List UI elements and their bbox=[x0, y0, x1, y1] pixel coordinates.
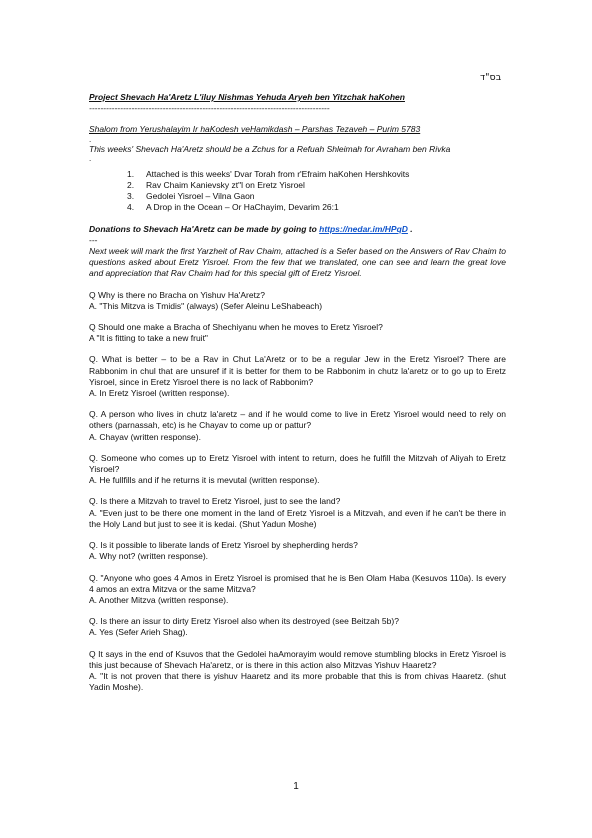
question: Q Why is there no Bracha on Yishuv Ha'Aretz? bbox=[89, 289, 265, 300]
answer: A. Another Mitzva (written response). bbox=[89, 594, 229, 605]
qa-item bbox=[89, 649, 506, 694]
project-title: Project Shevach Ha'Aretz L'iluy Nishmas Yehuda Aryeh ben Yitzchak haKohen bbox=[89, 92, 405, 102]
question: Q. "Anyone who goes 4 Amos in Eretz Yisroel is promised that he is Ben Olam Haba (Kesuvos 110a). Is every 4 amos an extra Mitzva or the same Mitzva? bbox=[89, 572, 506, 594]
donation-link[interactable]: https://nedar.im/HPqD bbox=[319, 223, 408, 234]
answer: A. Chayav (written response). bbox=[89, 431, 201, 442]
question: Q Should one make a Bracha of Shechiyanu when he moves to Eretz Yisroel? bbox=[89, 322, 383, 333]
list-item: 1. Attached is this weeks' Dvar Torah from r'Efraim haKohen Hershkovits bbox=[127, 168, 410, 179]
list-item: 4. A Drop in the Ocean – Or HaChayim, Devarim 26:1 bbox=[127, 202, 339, 213]
qa-item bbox=[89, 616, 506, 638]
answer: A. Yes (Sefer Arieh Shag). bbox=[89, 627, 188, 638]
list-item: 2. Rav Chaim Kanievsky zt"l on Eretz Yisroel bbox=[127, 180, 305, 191]
qa-item bbox=[89, 409, 506, 443]
answer: A. "Even just to be there one moment in the land of Eretz Yisroel is a Mitzvah, and even if he can't be there in the Holy Land but just to see it is kedai. (Shut Yadun Moshe) bbox=[89, 507, 506, 529]
qa-item bbox=[89, 322, 506, 344]
dashes: --- bbox=[89, 234, 98, 245]
answer: A. "This Mitzva is Tmidis" (always) (Sefer Aleinu LeShabeach) bbox=[89, 300, 323, 311]
qa-item bbox=[89, 540, 506, 562]
qa-item bbox=[89, 290, 506, 312]
donations-line: Donations to Shevach Ha'Aretz can be made by going to https://nedar.im/HPqD . bbox=[89, 223, 413, 234]
answer: A. Why not? (written response). bbox=[89, 551, 209, 562]
page-number: 1 bbox=[293, 781, 299, 792]
separator-line: ------------------------------------------------------------------------------------- bbox=[89, 103, 330, 114]
bsd-header: בס"ד bbox=[480, 72, 502, 83]
question: Q. Is it possible to liberate lands of Eretz Yisroel by shepherding herds? bbox=[89, 540, 358, 551]
question: Q It says in the end of Ksuvos that the Gedolei haAmorayim would remove stumbling blocks in Eretz Yisroel is this just because of Shevach Ha'aretz, or is there in this action also Mitzvas Yishuv Haaretz? bbox=[89, 648, 506, 670]
question: Q. Someone who comes up to Eretz Yisroel with intent to return, does he fulfill the Mitzvah of Aliyah to Eretz Yisroel? bbox=[89, 452, 506, 475]
question: Q. A person who lives in chutz la'aretz – and if he would come to live in Eretz Yisroel would need to rely on others (parnassah, etc) is he Chayav to come up or pattur? bbox=[89, 409, 506, 431]
zchus-line: This weeks' Shevach Ha'Aretz should be a Zchus for a Refuah Shleimah for Avraham ben Rivka bbox=[89, 143, 451, 154]
qa-item bbox=[89, 453, 506, 487]
question: Q. What is better – to be a Rav in Chut La'Aretz or to be a regular Jew in the Eretz Yisroel? There are Rabbonim in chul that are unsuref if it is better for them to be Rabbonim in chutz la'aretz or to go up to Eretz Yisroel, since in Eretz Yisroel there is no lack of Rabbonim? bbox=[89, 354, 506, 387]
qa-item bbox=[89, 496, 506, 530]
question: Q. Is there an issur to dirty Eretz Yisroel also when its destroyed (see Beitzah 5b)? bbox=[89, 616, 399, 627]
greeting-line: Shalom from Yerushalayim Ir haKodesh veHamikdash – Parshas Tezaveh – Purim 5783 bbox=[89, 124, 421, 135]
contents-list bbox=[89, 169, 506, 214]
qa-item bbox=[89, 354, 506, 399]
answer: A "It is fitting to take a new fruit" bbox=[89, 333, 208, 344]
spacer-dot: . bbox=[89, 134, 92, 144]
qa-item bbox=[89, 573, 506, 607]
spacer-dot: . bbox=[89, 153, 92, 163]
answer: A. He fullfills and if he returns it is mevutal (written response). bbox=[89, 475, 320, 486]
question: Q. Is there a Mitzvah to travel to Eretz Yisroel, just to see the land? bbox=[89, 496, 341, 507]
list-item: 3. Gedolei Yisroel – Vilna Gaon bbox=[127, 191, 255, 202]
answer: A. "It is not proven that there is yishuv Haaretz and its more probable that this is from chivas Haaretz. (shut Yadin Moshe). bbox=[89, 670, 506, 693]
document-body bbox=[89, 92, 506, 693]
intro-paragraph: Next week will mark the first Yarzheit of Rav Chaim, attached is a Sefer based on the Answers of Rav Chaim to questions asked about Eretz Yisroel. From the few that we translated, one can see and learn the great love and appreciation that Rav Chaim had for this special gift of Eretz Yisroel. bbox=[89, 246, 506, 279]
answer: A. In Eretz Yisroel (written response). bbox=[89, 388, 230, 399]
